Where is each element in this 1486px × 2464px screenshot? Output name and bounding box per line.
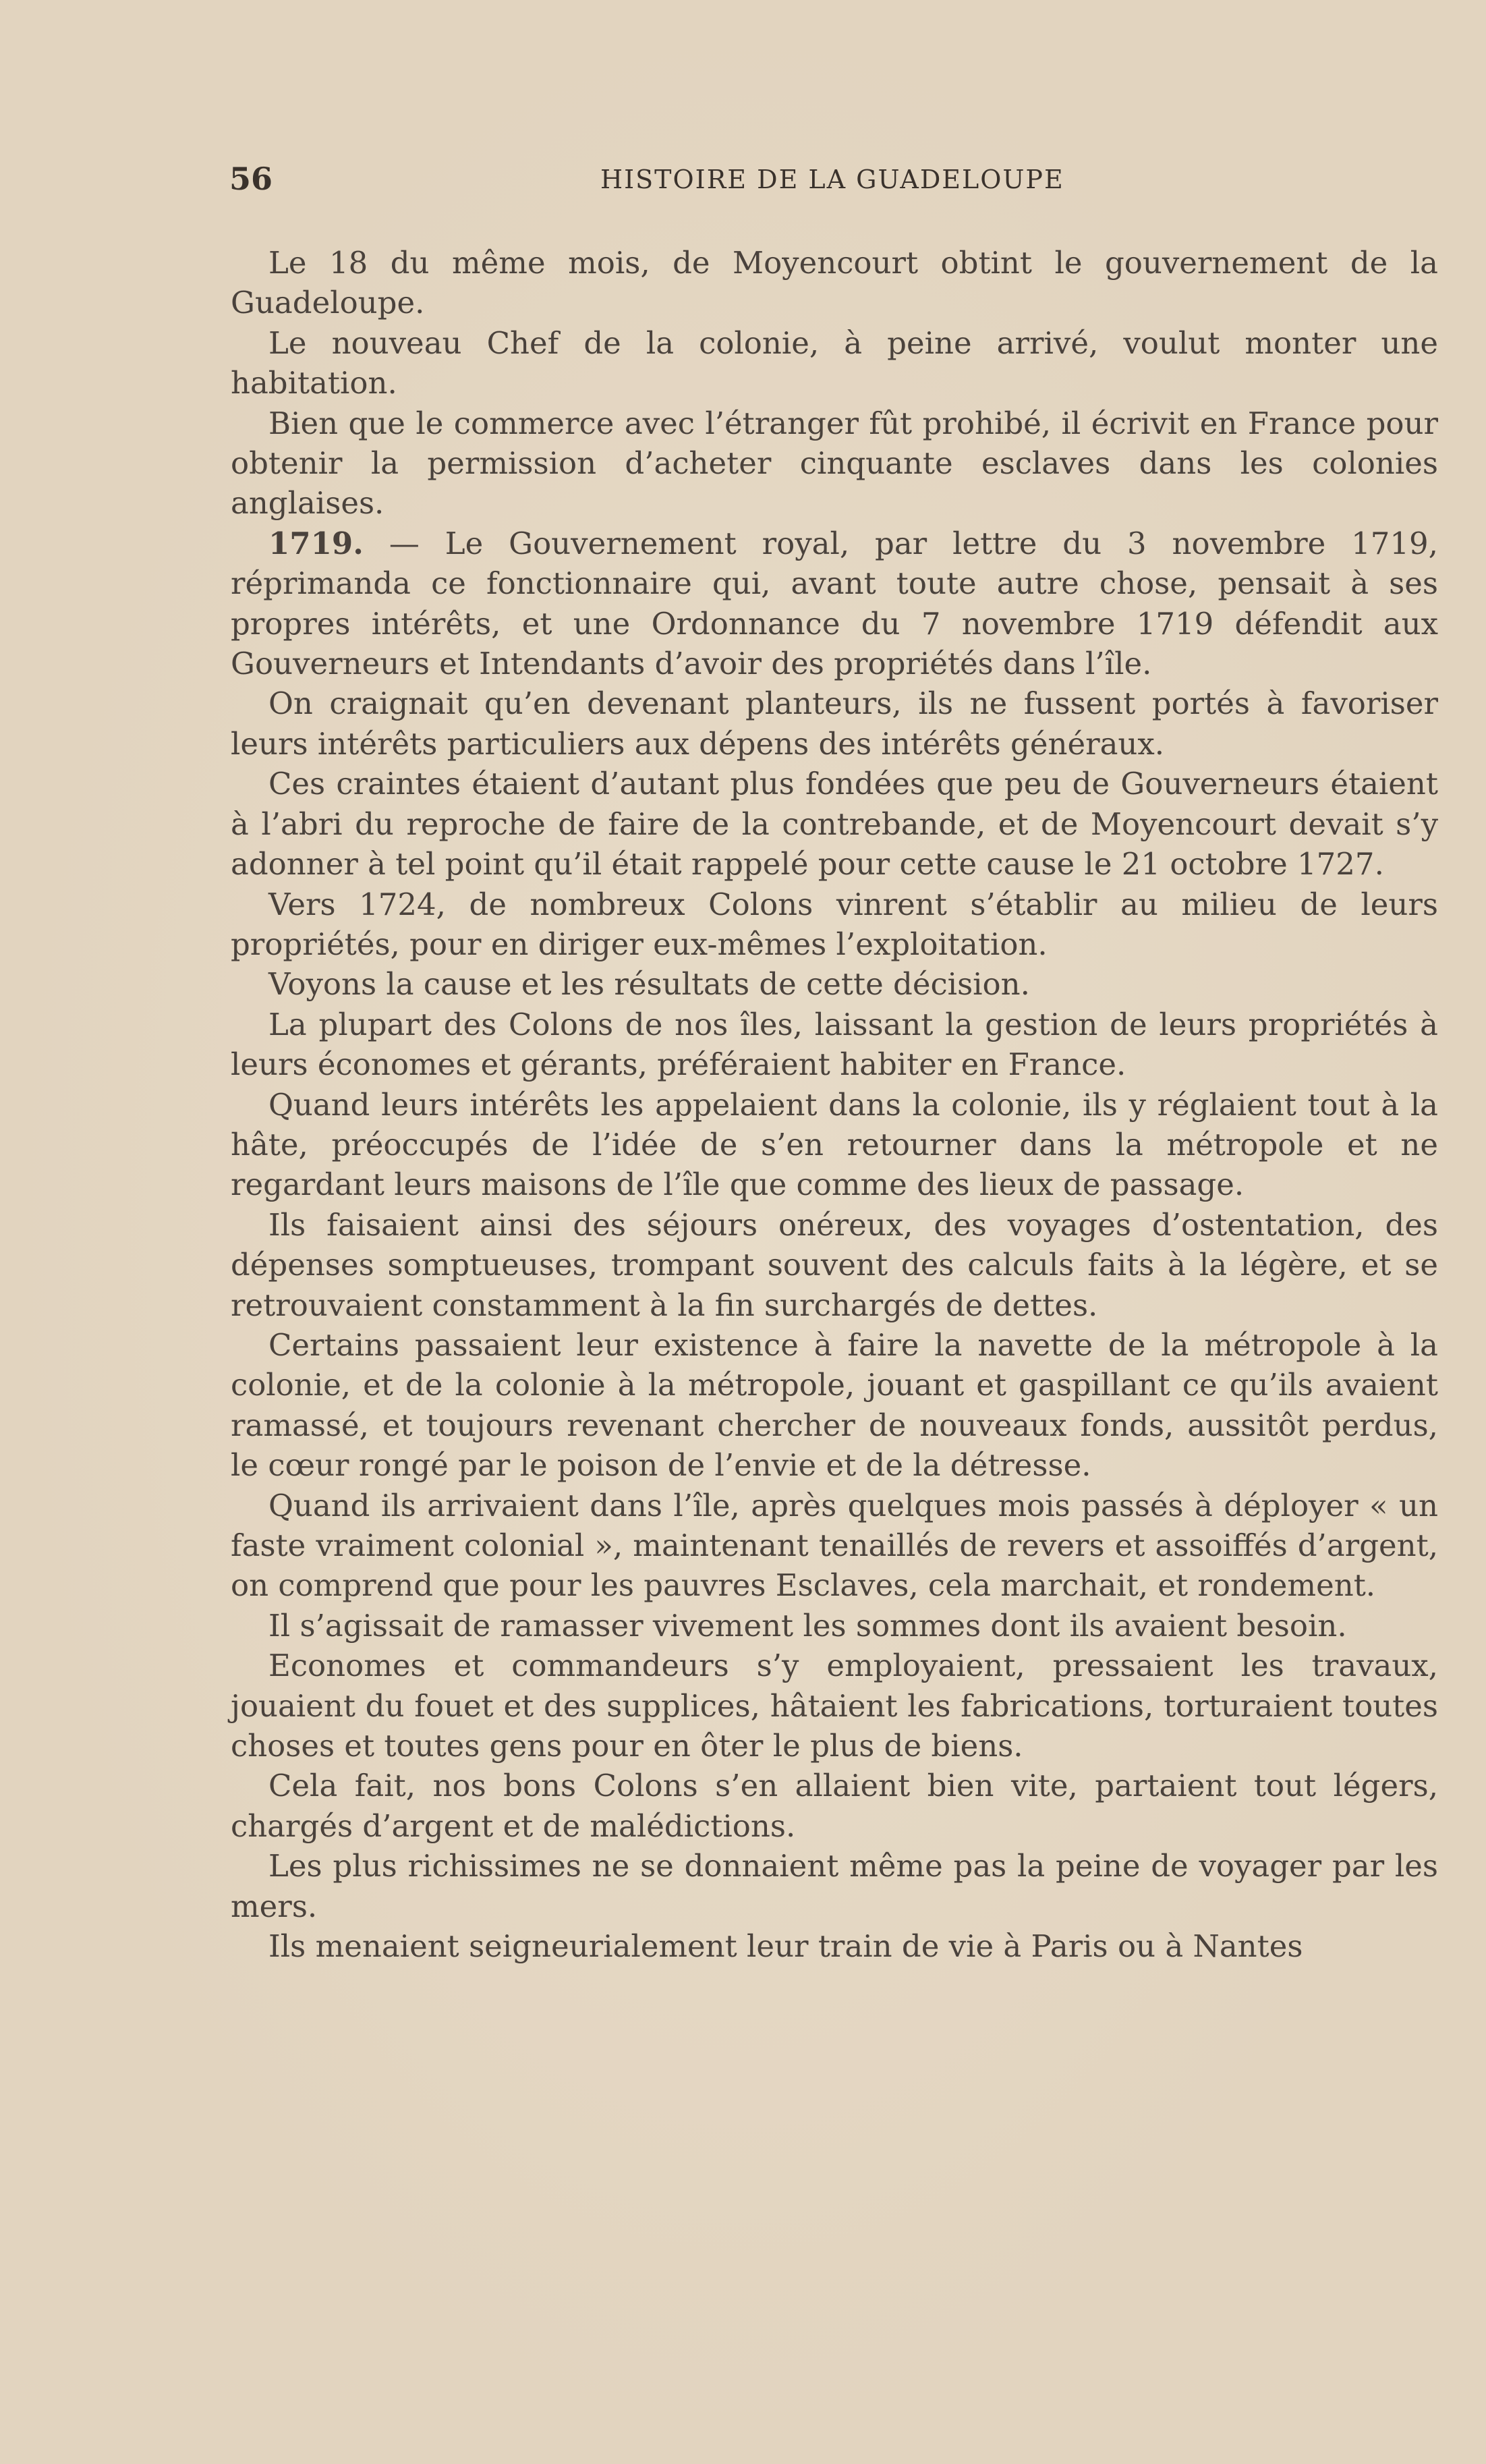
paragraph	[231, 1005, 1438, 1085]
paragraph	[231, 524, 1438, 684]
paragraph	[231, 964, 1438, 1004]
paragraph-text: Quand ils arrivaient dans l’île, après quelques mois passés à déployer « un faste vraiment colonial », maintenant tenaillés de revers et assoiffés d’argent, on comprend que pour les pauvres Esclaves, cela marchait, et rondement.	[231, 1487, 1438, 1604]
page-number: 56	[229, 161, 273, 197]
paragraph-text: Ils faisaient ainsi des séjours onéreux, des voyages d’ostentation, des dépenses somptueuses, trompant souvent des calculs faits à la légère, et se retrouvaient constamment à la fin surchargés de dettes.	[231, 1206, 1438, 1323]
paragraph	[231, 1205, 1438, 1325]
paragraph-text: Cela fait, nos bons Colons s’en allaient bien vite, partaient tout légers, chargés d’argent et de malédictions.	[231, 1768, 1438, 1844]
paragraph-text: Les plus richissimes ne se donnaient même pas la peine de voyager par les mers.	[231, 1848, 1438, 1924]
paragraph-text: Vers 1724, de nombreux Colons vinrent s’établir au milieu de leurs propriétés, pour en diriger eux-mêmes l’exploitation.	[231, 886, 1438, 962]
paragraph-text: Quand leurs intérêts les appelaient dans la colonie, ils y réglaient tout à la hâte, préoccupés de l’idée de s’en retourner dans la métropole et ne regardant leurs maisons de l’île que comme des lieux de passage.	[231, 1086, 1438, 1203]
paragraph-text: Le 18 du même mois, de Moyencourt obtint le gouvernement de la Guadeloupe.	[231, 245, 1438, 321]
body-text	[231, 243, 1438, 1966]
paragraph-text: On craignait qu’en devenant planteurs, ils ne fussent portés à favoriser leurs intérêts particuliers aux dépens des intérêts généraux.	[231, 685, 1438, 762]
paragraph	[231, 1646, 1438, 1766]
paragraph	[231, 1486, 1438, 1606]
page-header	[229, 161, 1437, 201]
paragraph	[231, 243, 1438, 323]
paragraph-text: Ils menaient seigneurialement leur train de vie à Paris ou à Nantes	[268, 1928, 1303, 1965]
paragraph-text: Ces craintes étaient d’autant plus fondées que peu de Gouverneurs étaient à l’abri du reproche de faire de la contrebande, et de Moyencourt devait s’y adonner à tel point qu’il était rappelé pour cette cause le 21 octobre 1727.	[231, 766, 1438, 883]
paragraph	[231, 1085, 1438, 1205]
paragraph	[231, 1926, 1438, 1966]
paragraph	[231, 885, 1438, 965]
paragraph-text: Economes et commandeurs s’y employaient, pressaient les travaux, jouaient du fouet et des supplices, hâtaient les fabrications, torturaient toutes choses et toutes gens pour en ôter le plus de biens.	[231, 1648, 1438, 1764]
paragraph-text: Bien que le commerce avec l’étranger fût prohibé, il écrivit en France pour obtenir la permission d’acheter cinquante esclaves dans les colonies anglaises.	[231, 405, 1438, 522]
paragraph-text: Il s’agissait de ramasser vivement les sommes dont ils avaient besoin.	[268, 1607, 1347, 1644]
paragraph	[231, 1325, 1438, 1486]
paragraph	[231, 1766, 1438, 1846]
paragraph-text: Le nouveau Chef de la colonie, à peine arrivé, voulut monter une habitation.	[231, 325, 1438, 401]
paragraph-text: La plupart des Colons de nos îles, laissant la gestion de leurs propriétés à leurs économes et gérants, préféraient habiter en France.	[231, 1006, 1438, 1083]
paragraph	[231, 323, 1438, 403]
year-marker: 1719.	[268, 525, 364, 561]
paragraph	[231, 1606, 1438, 1646]
paragraph	[231, 764, 1438, 884]
paragraph-text: Certains passaient leur existence à faire la navette de la métropole à la colonie, et de la colonie à la métropole, jouant et gaspillant ce qu’ils avaient ramassé, et toujours revenant chercher de nouveaux fonds, aussitôt perdus, le cœur rongé par le poison de l’envie et de la détresse.	[231, 1326, 1438, 1484]
paragraph	[231, 403, 1438, 524]
paragraph-text: Voyons la cause et les résultats de cette décision.	[268, 966, 1030, 1003]
running-title: HISTOIRE DE LA GUADELOUPE	[600, 165, 1064, 194]
paragraph-text: — Le Gouvernement royal, par lettre du 3 novembre 1719, réprimanda ce fonctionnaire qui, avant toute autre chose, pensait à ses propres intérêts, et une Ordonnance du 7 novembre 1719 défendit aux Gouverneurs et Intendants d’avoir des propriétés dans l’île.	[231, 525, 1438, 682]
paragraph	[231, 683, 1438, 764]
paragraph	[231, 1846, 1438, 1926]
